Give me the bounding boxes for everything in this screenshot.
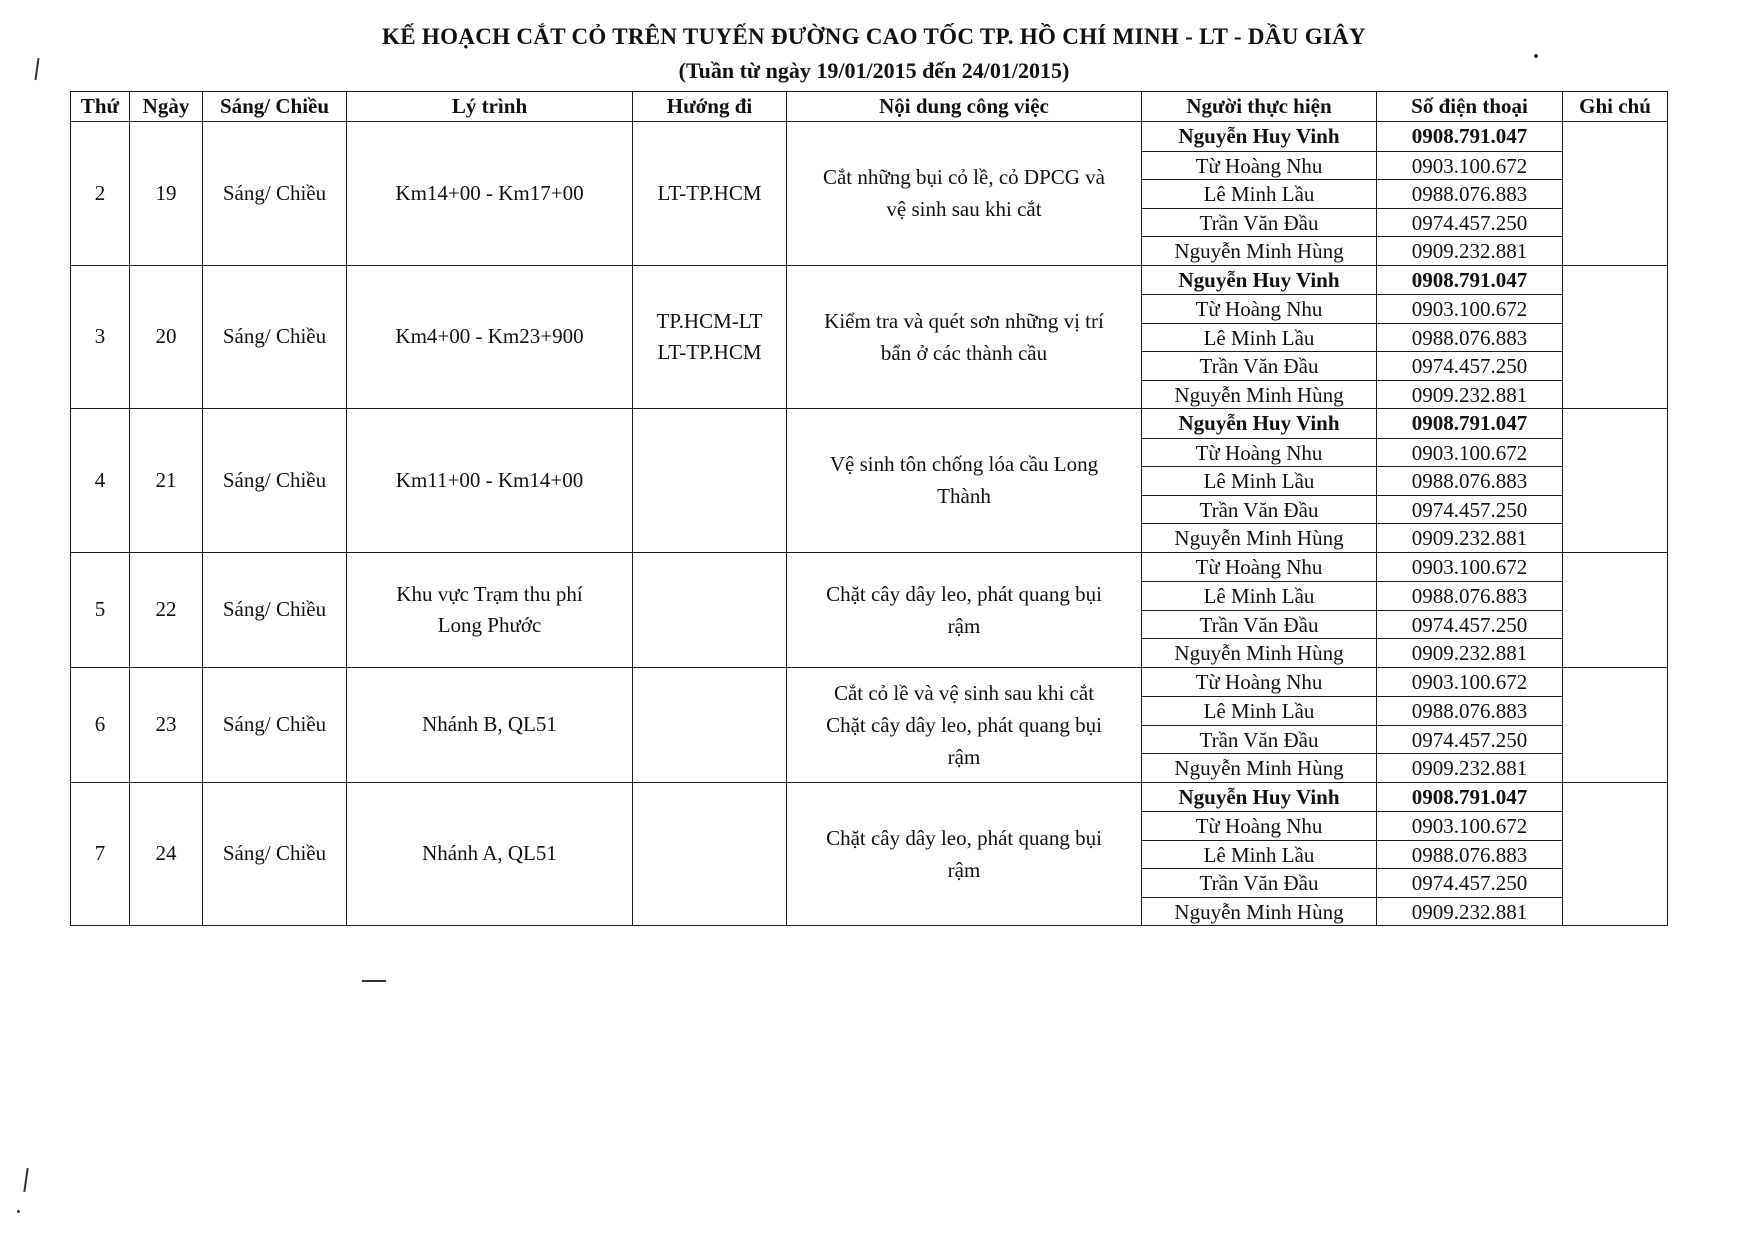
task-line: Vệ sinh tôn chống lóa cầu Long (829, 452, 1099, 477)
cell-ghi-chu (1563, 122, 1668, 266)
cell-ly-trinh (347, 265, 633, 409)
cell-thu: 5 (71, 552, 130, 667)
header-sdt: Số điện thoại (1377, 92, 1563, 122)
cell-ngay: 20 (130, 265, 203, 409)
person-phone: 0908.791.047 (1411, 124, 1528, 148)
person-name: Lê Minh Lầu (1142, 179, 1376, 208)
person-phone: 0903.100.672 (1377, 811, 1562, 840)
person-phone: 0909.232.881 (1377, 897, 1562, 926)
header-noi-dung: Nội dung công việc (787, 92, 1142, 122)
header-nguoi: Người thực hiện (1142, 92, 1377, 122)
cell-ngay: 24 (130, 782, 203, 926)
person-name: Trần Văn Đầu (1142, 868, 1376, 897)
person-phone: 0974.457.250 (1377, 208, 1562, 237)
cell-huong-di (633, 782, 787, 926)
person-phone: 0903.100.672 (1377, 438, 1562, 467)
huong-line: TP.HCM-LT (656, 308, 763, 333)
task-line: bẩn ở các thành cầu (880, 340, 1048, 365)
table-row (71, 122, 1668, 266)
ly-trinh-line: Km11+00 - Km14+00 (395, 467, 584, 492)
schedule-table (70, 91, 1668, 926)
person-phone: 0908.791.047 (1411, 411, 1528, 435)
person-name: Từ Hoàng Nhu (1195, 554, 1323, 579)
header-ghi-chu: Ghi chú (1563, 92, 1668, 122)
person-phone: 0909.232.881 (1377, 753, 1562, 782)
cell-sdt (1377, 667, 1563, 782)
cell-ngay: 21 (130, 409, 203, 553)
cell-nguoi (1142, 265, 1377, 409)
person-name: Lê Minh Lầu (1142, 581, 1376, 610)
person-phone: 0988.076.883 (1377, 581, 1562, 610)
person-phone: 0909.232.881 (1377, 638, 1562, 667)
person-name: Từ Hoàng Nhu (1195, 669, 1323, 694)
scan-mark (23, 1168, 28, 1192)
person-name: Nguyễn Minh Hùng (1142, 897, 1376, 926)
cell-noi-dung (787, 552, 1142, 667)
person-phone: 0974.457.250 (1377, 868, 1562, 897)
person-phone: 0974.457.250 (1377, 725, 1562, 754)
person-name: Lê Minh Lầu (1142, 696, 1376, 725)
ly-trinh-line: Nhánh B, QL51 (422, 712, 557, 736)
cell-ly-trinh (347, 409, 633, 553)
task-line: Chặt cây dây leo, phát quang bụi (826, 581, 1102, 606)
cell-ghi-chu (1563, 667, 1668, 782)
person-name: Nguyễn Minh Hùng (1142, 380, 1376, 409)
cell-buoi: Sáng/ Chiều (203, 122, 347, 266)
scan-mark (1534, 54, 1538, 58)
person-name: Lê Minh Lầu (1142, 466, 1376, 495)
person-name: Lê Minh Lầu (1142, 840, 1376, 869)
cell-nguoi (1142, 552, 1377, 667)
cell-nguoi (1142, 667, 1377, 782)
ly-trinh-line: Nhánh A, QL51 (422, 841, 557, 866)
cell-ngay: 22 (130, 552, 203, 667)
task-line: vệ sinh sau khi cắt (886, 197, 1042, 222)
person-name: Nguyễn Minh Hùng (1142, 523, 1376, 552)
cell-sdt (1377, 552, 1563, 667)
task-line: Cắt cỏ lề và vệ sinh sau khi cắt (833, 680, 1095, 705)
person-phone: 0909.232.881 (1377, 523, 1562, 552)
person-phone: 0974.457.250 (1377, 610, 1562, 639)
person-name: Trần Văn Đầu (1142, 495, 1376, 524)
person-phone: 0903.100.672 (1377, 151, 1562, 180)
page-title: KẾ HOẠCH CẮT CỎ TRÊN TUYẾN ĐƯỜNG CAO TỐC TP. HỒ CHÍ MINH - LT - DẦU GIÂY (382, 24, 1366, 49)
person-name: Nguyễn Huy Vinh (1178, 267, 1340, 292)
task-line: Chặt cây dây leo, phát quang bụi (826, 825, 1102, 850)
table-row (71, 552, 1668, 667)
task-line: rậm (947, 857, 981, 882)
person-phone: 0903.100.672 (1411, 669, 1528, 694)
person-phone: 0909.232.881 (1377, 380, 1562, 409)
cell-buoi: Sáng/ Chiều (203, 265, 347, 409)
person-name: Trần Văn Đầu (1142, 208, 1376, 237)
cell-noi-dung (787, 667, 1142, 782)
person-phone: 0988.076.883 (1377, 840, 1562, 869)
person-name: Trần Văn Đầu (1142, 351, 1376, 380)
ly-trinh-line: Khu vực Trạm thu phí (396, 581, 583, 606)
person-phone: 0903.100.672 (1377, 294, 1562, 323)
cell-noi-dung (787, 409, 1142, 553)
person-phone: 0988.076.883 (1377, 323, 1562, 352)
person-phone: 0909.232.881 (1377, 236, 1562, 265)
cell-buoi: Sáng/ Chiều (203, 409, 347, 553)
cell-huong-di (633, 265, 787, 409)
cell-sdt (1377, 265, 1563, 409)
page-subtitle: (Tuần từ ngày 19/01/2015 đến 24/01/2015) (678, 58, 1070, 83)
cell-ngay: 19 (130, 122, 203, 266)
task-line: Cắt những bụi cỏ lề, cỏ DPCG và (822, 165, 1105, 190)
person-name: Nguyễn Huy Vinh (1178, 784, 1340, 809)
person-name: Nguyễn Minh Hùng (1142, 753, 1376, 782)
ly-trinh-line: Km14+00 - Km17+00 (395, 180, 584, 205)
person-phone: 0974.457.250 (1377, 495, 1562, 524)
table-header-row (71, 92, 1668, 122)
cell-sdt (1377, 782, 1563, 926)
cell-huong-di (633, 122, 787, 266)
cell-buoi: Sáng/ Chiều (203, 667, 347, 782)
task-line: Chặt cây dây leo, phát quang bụi (826, 712, 1102, 737)
ly-trinh-line: Km4+00 - Km23+900 (395, 324, 584, 349)
huong-line: LT-TP.HCM (657, 339, 762, 364)
person-name: Nguyễn Minh Hùng (1142, 638, 1376, 667)
cell-ghi-chu (1563, 409, 1668, 553)
cell-buoi: Sáng/ Chiều (203, 782, 347, 926)
cell-thu: 4 (71, 409, 130, 553)
table-row (71, 265, 1668, 409)
person-phone: 0974.457.250 (1377, 351, 1562, 380)
cell-thu: 3 (71, 265, 130, 409)
person-name: Trần Văn Đầu (1142, 610, 1376, 639)
cell-ghi-chu (1563, 265, 1668, 409)
person-phone: 0908.791.047 (1411, 267, 1528, 292)
cell-huong-di (633, 552, 787, 667)
cell-huong-di (633, 667, 787, 782)
task-line: Kiểm tra và quét sơn những vị trí (824, 308, 1104, 333)
cell-ghi-chu (1563, 552, 1668, 667)
header-buoi: Sáng/ Chiều (203, 92, 347, 122)
cell-nguoi (1142, 782, 1377, 926)
cell-buoi: Sáng/ Chiều (203, 552, 347, 667)
cell-nguoi (1142, 122, 1377, 266)
header-thu: Thứ (71, 92, 130, 122)
person-phone: 0908.791.047 (1411, 784, 1528, 809)
person-name: Lê Minh Lầu (1142, 323, 1376, 352)
header-ly-trinh: Lý trình (347, 92, 633, 122)
table-row (71, 782, 1668, 926)
cell-thu: 2 (71, 122, 130, 266)
person-name: Nguyễn Huy Vinh (1178, 124, 1340, 148)
cell-sdt (1377, 409, 1563, 553)
cell-sdt (1377, 122, 1563, 266)
person-name: Từ Hoàng Nhu (1142, 811, 1376, 840)
scan-mark (362, 980, 386, 982)
cell-huong-di (633, 409, 787, 553)
person-phone: 0988.076.883 (1377, 696, 1562, 725)
table-row (71, 667, 1668, 782)
person-phone: 0903.100.672 (1411, 554, 1528, 579)
person-phone: 0988.076.883 (1377, 466, 1562, 495)
person-name: Trần Văn Đầu (1142, 725, 1376, 754)
cell-ly-trinh (347, 552, 633, 667)
cell-nguoi (1142, 409, 1377, 553)
task-line: rậm (947, 613, 981, 638)
person-name: Nguyễn Minh Hùng (1142, 236, 1376, 265)
cell-thu: 6 (71, 667, 130, 782)
cell-noi-dung (787, 265, 1142, 409)
cell-ngay: 23 (130, 667, 203, 782)
person-name: Từ Hoàng Nhu (1142, 438, 1376, 467)
person-name: Nguyễn Huy Vinh (1178, 411, 1340, 435)
cell-thu: 7 (71, 782, 130, 926)
task-line: rậm (947, 744, 981, 769)
cell-ly-trinh (347, 782, 633, 926)
person-name: Từ Hoàng Nhu (1142, 151, 1376, 180)
cell-ly-trinh (347, 667, 633, 782)
table-row (71, 409, 1668, 553)
cell-noi-dung (787, 122, 1142, 266)
ly-trinh-line: Long Phước (437, 612, 542, 637)
header-ngay: Ngày (130, 92, 203, 122)
person-name: Từ Hoàng Nhu (1142, 294, 1376, 323)
scan-mark (17, 1210, 20, 1213)
header-huong-di: Hướng đi (633, 92, 787, 122)
cell-ly-trinh (347, 122, 633, 266)
huong-line: LT-TP.HCM (657, 180, 762, 205)
cell-noi-dung (787, 782, 1142, 926)
task-line: Thành (937, 484, 991, 509)
cell-ghi-chu (1563, 782, 1668, 926)
person-phone: 0988.076.883 (1377, 179, 1562, 208)
